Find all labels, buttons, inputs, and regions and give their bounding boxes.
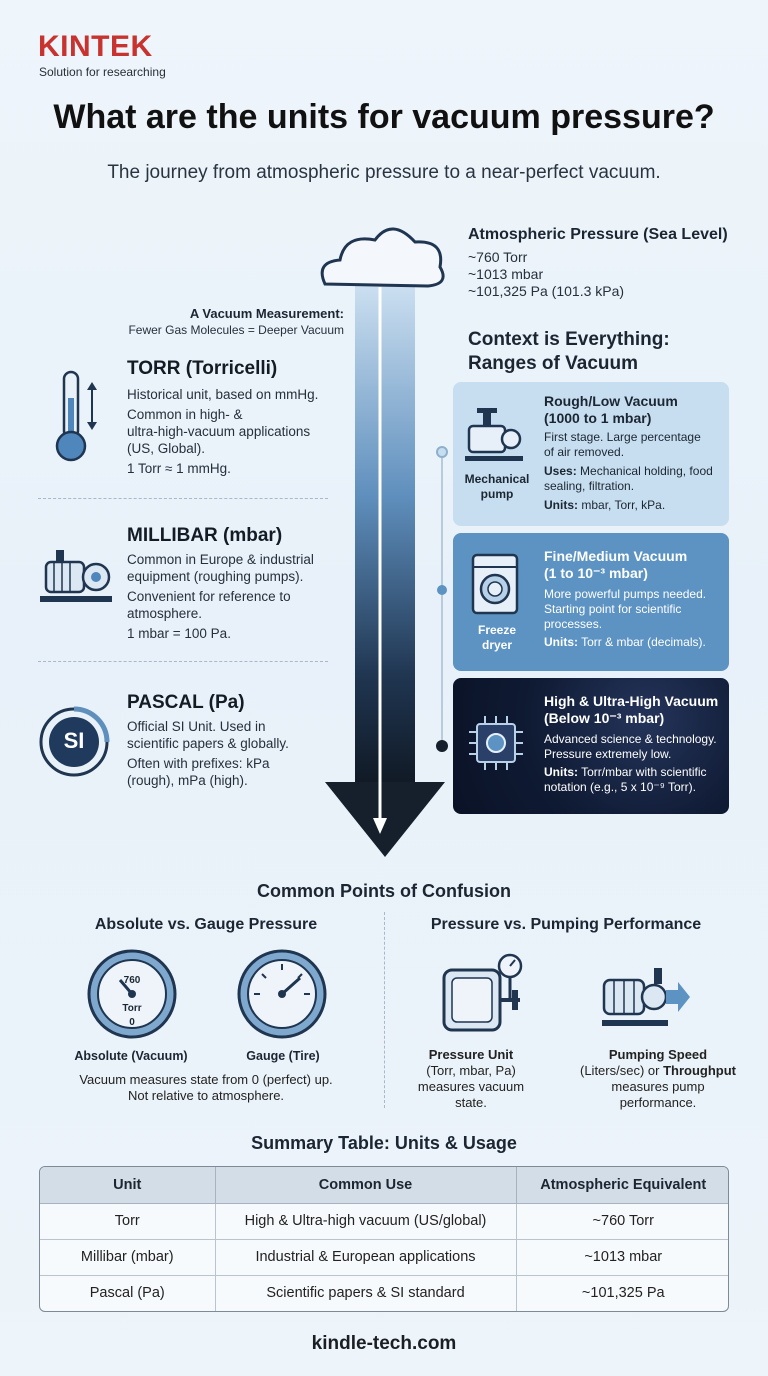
gauge-caption: Gauge (Tire) bbox=[246, 1049, 320, 1063]
summary-title: Summary Table: Units & Usage bbox=[251, 1133, 517, 1153]
absolute-gauge-icon bbox=[86, 948, 178, 1040]
throughput-label: Throughput bbox=[663, 1063, 736, 1078]
fine-vacuum-title-1: Fine/Medium Vacuum bbox=[544, 548, 688, 564]
fine-units-label: Units: bbox=[544, 635, 578, 649]
table-cell: ~1013 mbar bbox=[516, 1239, 729, 1275]
table-row bbox=[40, 1275, 729, 1311]
rough-units-label: Units: bbox=[544, 498, 578, 512]
rough-uses-1: Mechanical holding, food bbox=[580, 464, 713, 478]
pascal-line-4: (rough), mPa (high). bbox=[127, 773, 248, 788]
torr-line-2: Common in high- & bbox=[127, 407, 243, 422]
high-units-2: notation (e.g., 5 x 10⁻⁹ Torr). bbox=[544, 780, 696, 794]
millibar-line-4: atmosphere. bbox=[127, 606, 203, 621]
rough-vacuum-text-2: of air removed. bbox=[544, 445, 625, 459]
table-cell: Industrial & European applications bbox=[215, 1239, 516, 1275]
table-cell: Millibar (mbar) bbox=[40, 1239, 215, 1275]
page-subtitle: The journey from atmospheric pressure to a near-perfect vacuum. bbox=[107, 162, 661, 183]
rough-vacuum-title-2: (1000 to 1 mbar) bbox=[544, 410, 652, 426]
pascal-line-1: Official SI Unit. Used in bbox=[127, 719, 266, 734]
context-title bbox=[468, 328, 670, 376]
pressure-unit-text-1: (Torr, mbar, Pa) bbox=[426, 1063, 516, 1078]
millibar-line-1: Common in Europe & industrial bbox=[127, 552, 314, 567]
context-title-line-2: Ranges of Vacuum bbox=[468, 353, 638, 374]
fine-vacuum-title-2: (1 to 10⁻³ mbar) bbox=[544, 565, 648, 581]
atmospheric-title: Atmospheric Pressure (Sea Level) bbox=[468, 226, 728, 243]
absolute-caption: Absolute (Vacuum) bbox=[74, 1049, 188, 1063]
table-cell: Torr bbox=[40, 1203, 215, 1239]
table-cell: Pascal (Pa) bbox=[40, 1275, 215, 1311]
table-cell: Scientific papers & SI standard bbox=[215, 1275, 516, 1311]
pressure-unit-text-2: measures vacuum state. bbox=[417, 1079, 525, 1110]
millibar-line-3: Convenient for reference to bbox=[127, 589, 291, 604]
freeze-dryer-label-1: Freeze bbox=[477, 623, 517, 637]
rough-units: mbar, Torr, kPa. bbox=[581, 498, 666, 512]
fine-units: Torr & mbar (decimals). bbox=[581, 635, 706, 649]
tire-gauge-icon bbox=[236, 948, 328, 1040]
pumping-speed-text-1: measures pump bbox=[611, 1079, 705, 1094]
header-unit: Unit bbox=[40, 1167, 215, 1203]
gauge-zero: 0 bbox=[129, 1017, 135, 1028]
pump-icon bbox=[38, 548, 114, 610]
pump-speed-icon bbox=[600, 966, 692, 1036]
high-vacuum-title-2: (Below 10⁻³ mbar) bbox=[544, 710, 665, 726]
rough-uses-label: Uses: bbox=[544, 464, 577, 478]
measurement-subtitle: Fewer Gas Molecules = Deeper Vacuum bbox=[128, 323, 344, 337]
gauge-top-value: 760 bbox=[123, 975, 141, 986]
footer-url[interactable]: kindle-tech.com bbox=[311, 1333, 457, 1354]
header-atmospheric-equivalent: Atmospheric Equivalent bbox=[516, 1167, 729, 1203]
absolute-text-2: Not relative to atmosphere. bbox=[127, 1088, 285, 1103]
mechanical-pump-label-1: Mechanical bbox=[464, 472, 530, 486]
table-header-row bbox=[40, 1167, 729, 1203]
pumping-speed-text-2: performance. bbox=[619, 1095, 697, 1110]
millibar-title: MILLIBAR (mbar) bbox=[127, 525, 283, 546]
cloud-icon bbox=[322, 229, 443, 286]
table-cell: ~760 Torr bbox=[516, 1203, 729, 1239]
brand-tagline: Solution for researching bbox=[39, 65, 166, 79]
atmospheric-mbar: ~1013 mbar bbox=[468, 266, 544, 282]
pascal-line-3: Often with prefixes: kPa bbox=[127, 756, 270, 771]
atmospheric-pa: ~101,325 Pa (101.3 kPa) bbox=[468, 283, 625, 299]
freeze-dryer-label-2: dryer bbox=[481, 638, 513, 652]
pascal-title: PASCAL (Pa) bbox=[127, 692, 245, 713]
fine-vacuum-text-2: Starting point for scientific bbox=[544, 602, 682, 616]
torr-line-4: (US, Global). bbox=[127, 441, 206, 456]
context-title-line-1: Context is Everything: bbox=[468, 329, 670, 350]
range-timeline bbox=[434, 440, 450, 760]
rough-uses-2: sealing, filtration. bbox=[544, 479, 635, 493]
fine-vacuum-text-3: processes. bbox=[544, 617, 603, 631]
fine-vacuum-panel bbox=[453, 533, 729, 671]
absolute-vs-gauge-title: Absolute vs. Gauge Pressure bbox=[94, 916, 318, 933]
pascal-line-2: scientific papers & globally. bbox=[127, 736, 289, 751]
pumping-speed-pre: (Liters/sec) or bbox=[580, 1063, 664, 1078]
millibar-line-2: equipment (roughing pumps). bbox=[127, 569, 304, 584]
vacuum-chamber-icon bbox=[440, 952, 532, 1036]
torr-line-3: ultra-high-vacuum applications bbox=[127, 424, 311, 439]
divider bbox=[38, 498, 328, 499]
rough-vacuum-text-1: First stage. Large percentage bbox=[544, 430, 701, 444]
brand-logo: KINTEK bbox=[38, 30, 153, 63]
absolute-text-1: Vacuum measures state from 0 (perfect) up. bbox=[79, 1072, 333, 1087]
table-cell: High & Ultra-high vacuum (US/global) bbox=[215, 1203, 516, 1239]
high-units-label: Units: bbox=[544, 765, 578, 779]
high-vacuum-text-2: Pressure extremely low. bbox=[544, 747, 672, 761]
fine-vacuum-text-1: More powerful pumps needed. bbox=[544, 587, 707, 601]
high-vacuum-text-1: Advanced science & technology. bbox=[544, 732, 717, 746]
header-common-use: Common Use bbox=[215, 1167, 516, 1203]
table-row bbox=[40, 1203, 729, 1239]
gauge-unit: Torr bbox=[122, 1003, 142, 1014]
torr-line-5: 1 Torr ≈ 1 mmHg. bbox=[127, 461, 231, 476]
measurement-title: A Vacuum Measurement: bbox=[189, 306, 344, 321]
si-badge-text: SI bbox=[63, 728, 85, 753]
divider bbox=[38, 661, 328, 662]
rough-vacuum-panel bbox=[453, 382, 729, 526]
table-cell: ~101,325 Pa bbox=[581, 1285, 665, 1302]
page-title: What are the units for vacuum pressure? bbox=[53, 98, 715, 136]
summary-table bbox=[39, 1166, 729, 1312]
atmospheric-torr: ~760 Torr bbox=[468, 249, 528, 265]
high-units-1: Torr/mbar with scientific bbox=[581, 765, 707, 779]
confusion-title: Common Points of Confusion bbox=[257, 881, 511, 901]
table-row bbox=[40, 1239, 729, 1275]
torr-line-1: Historical unit, based on mmHg. bbox=[127, 387, 319, 402]
mechanical-pump-icon bbox=[465, 404, 523, 464]
pressure-unit-title: Pressure Unit bbox=[428, 1047, 514, 1062]
high-vacuum-title-1: High & Ultra-High Vacuum bbox=[544, 693, 719, 709]
mechanical-pump-label-2: pump bbox=[480, 487, 514, 501]
millibar-line-5: 1 mbar = 100 Pa. bbox=[127, 626, 231, 641]
chip-icon bbox=[467, 714, 525, 772]
rough-vacuum-title-1: Rough/Low Vacuum bbox=[544, 393, 678, 409]
pressure-vs-pumping-title: Pressure vs. Pumping Performance bbox=[430, 916, 702, 933]
freeze-dryer-icon bbox=[471, 553, 519, 615]
thermometer-icon bbox=[52, 368, 108, 466]
torr-title: TORR (Torricelli) bbox=[127, 358, 278, 379]
high-vacuum-panel bbox=[453, 678, 729, 814]
si-badge-icon bbox=[38, 706, 110, 778]
pumping-speed-title: Pumping Speed bbox=[608, 1047, 708, 1062]
